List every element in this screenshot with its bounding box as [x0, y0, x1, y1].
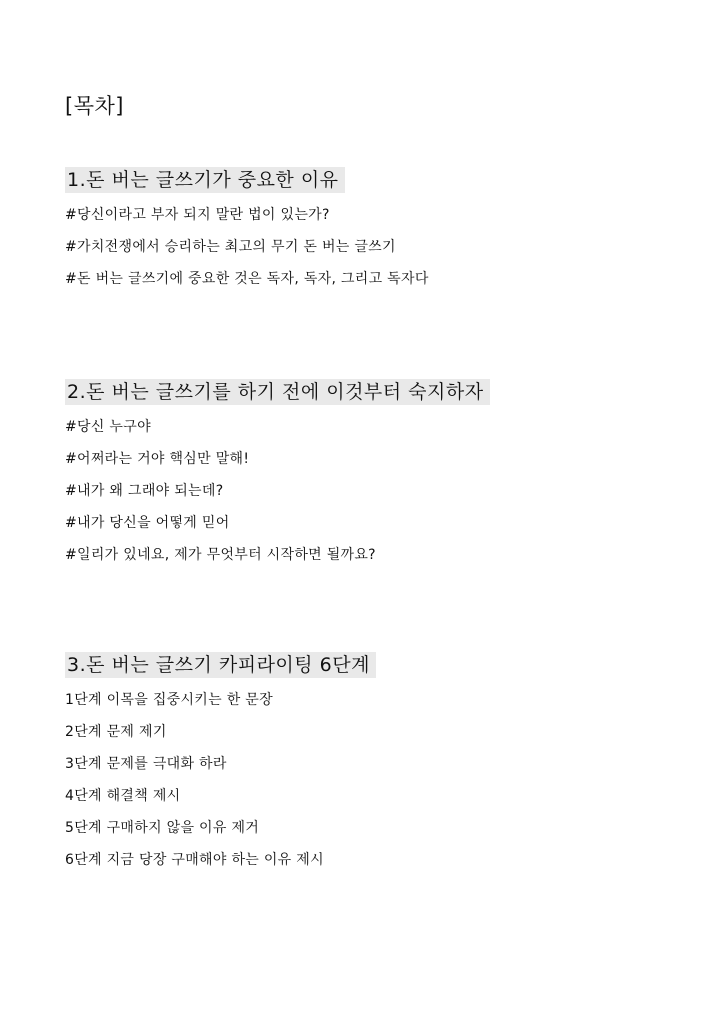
list-item: #내가 왜 그래야 되는데? — [65, 483, 224, 499]
list-item: 1단계 이목을 집중시키는 한 문장 — [65, 692, 273, 708]
list-item: 6단계 지금 당장 구매해야 하는 이유 제시 — [65, 852, 324, 868]
section-3 — [65, 652, 685, 870]
section-1 — [65, 167, 685, 289]
list-item: 4단계 해결책 제시 — [65, 788, 181, 804]
list-item: #당신이라고 부자 되지 말란 법이 있는가? — [65, 207, 330, 223]
section-heading: 1.돈 버는 글쓰기가 중요한 이유 — [65, 167, 345, 193]
section-2 — [65, 379, 685, 565]
list-item: #돈 버는 글쓰기에 중요한 것은 독자, 독자, 그리고 독자다 — [65, 271, 429, 287]
list-item: #일리가 있네요, 제가 무엇부터 시작하면 될까요? — [65, 547, 376, 563]
list-item: #당신 누구야 — [65, 419, 151, 435]
list-item: #내가 당신을 어떻게 믿어 — [65, 515, 230, 531]
list-item: 2단계 문제 제기 — [65, 724, 167, 740]
section-item-list — [65, 690, 685, 870]
document-title: [목차] — [65, 94, 124, 118]
section-heading: 3.돈 버는 글쓰기 카피라이팅 6단계 — [65, 652, 376, 678]
section-item-list — [65, 417, 685, 565]
list-item: 3단계 문제를 극대화 하라 — [65, 756, 227, 772]
list-item: 5단계 구매하지 않을 이유 제거 — [65, 820, 260, 836]
section-heading: 2.돈 버는 글쓰기를 하기 전에 이것부터 숙지하자 — [65, 379, 490, 405]
list-item: #가치전쟁에서 승리하는 최고의 무기 돈 버는 글쓰기 — [65, 239, 396, 255]
section-item-list — [65, 205, 685, 289]
list-item: #어쩌라는 거야 핵심만 말해! — [65, 451, 250, 467]
